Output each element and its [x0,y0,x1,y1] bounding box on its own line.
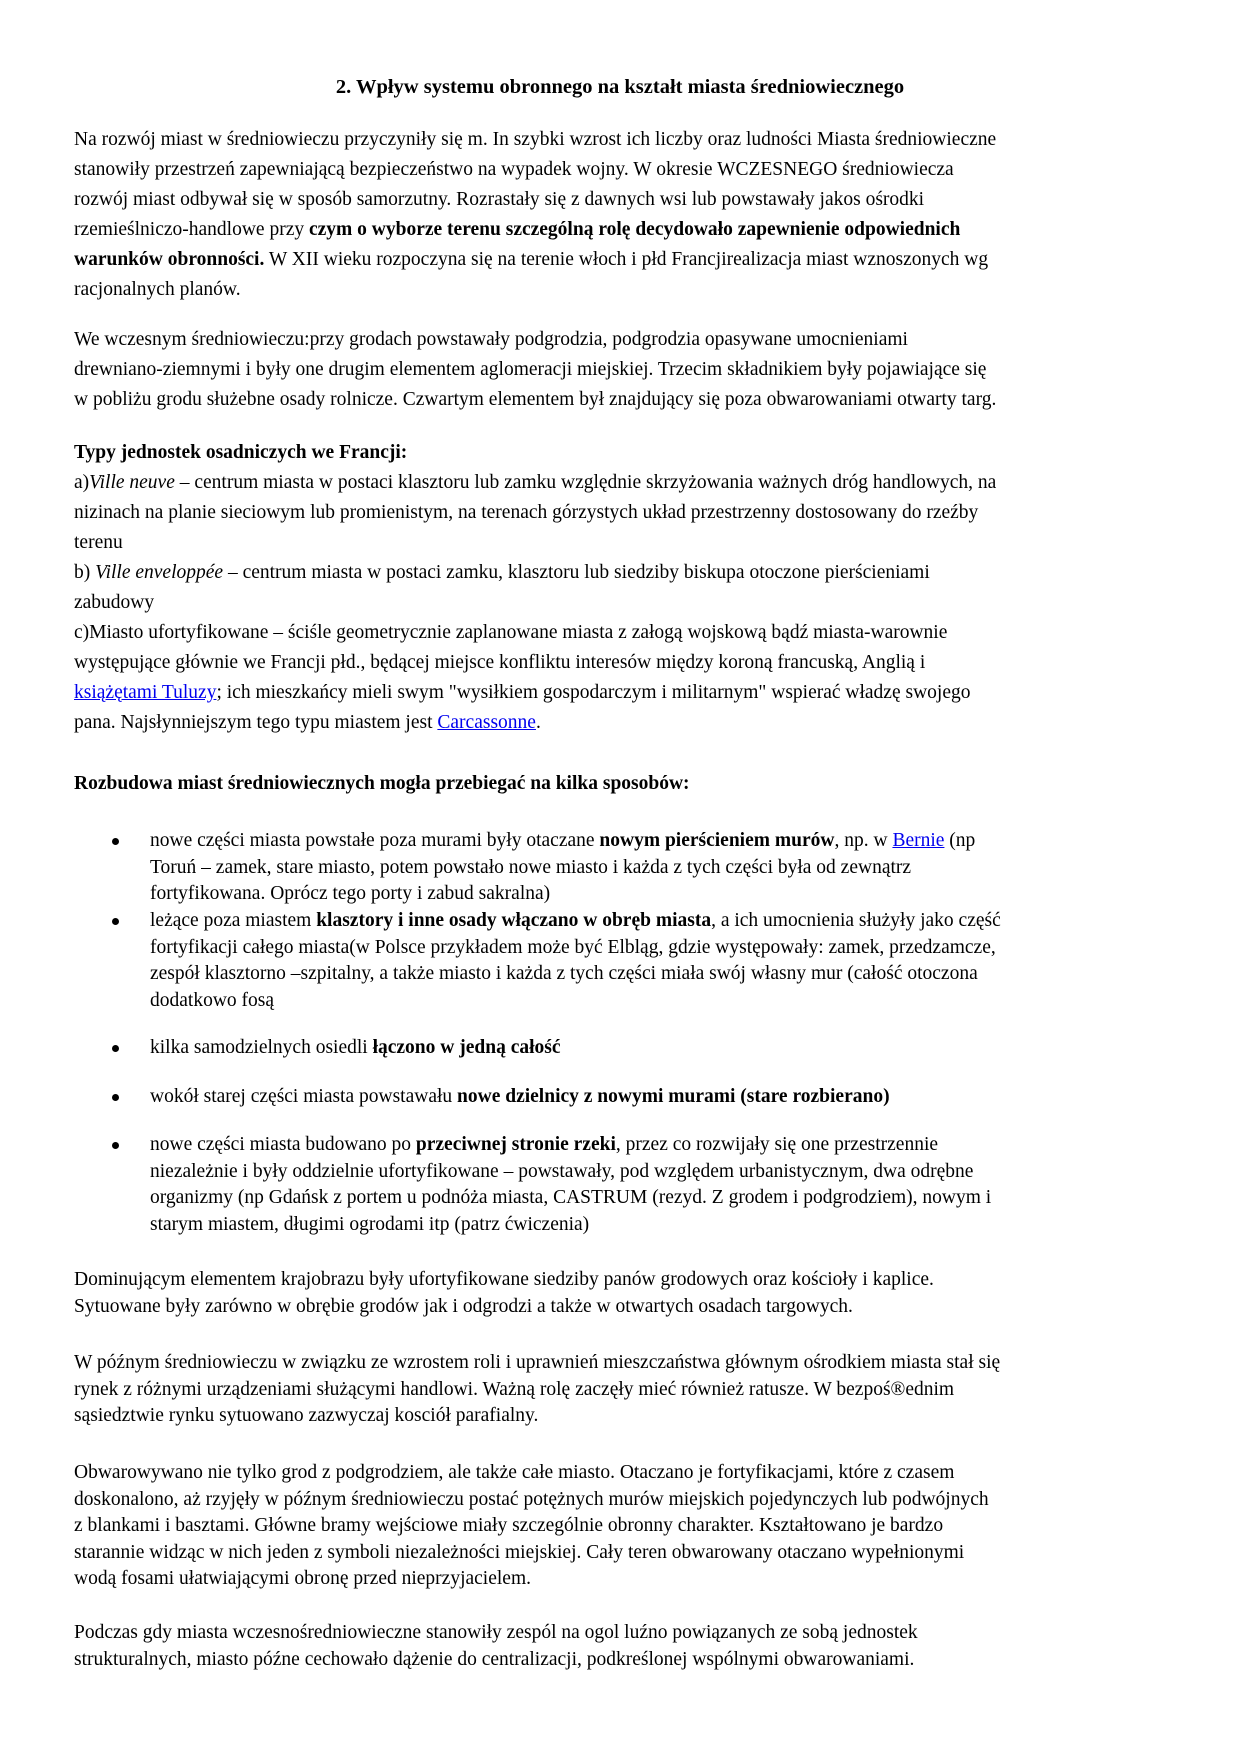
paragraph-centralization [74,1620,1174,1673]
text-line: fortyfikacji całego miasta(w Polsce przykładem może być Elbląg, gdzie występowały: zamek, przedzamcze, [150,936,996,958]
text-span: , np. w [834,830,893,851]
text-line: strukturalnych, miasto późne cechowało dążenie do centralizacji, podkreślonej wspólnymi obwarowaniami. [74,1648,915,1670]
section-expansion-heading [74,769,1174,799]
text-span: b) [74,562,96,583]
text-line [74,245,1174,275]
text-line [150,908,1160,935]
text-line: sąsiedztwie rynku sytuowano zazwyczaj kosciół parafialny. [74,1405,539,1426]
bold-text: przeciwnej stronie rzeki [415,1134,616,1155]
bold-text: nowym pierścieniem murów [599,830,835,851]
text-line [150,828,1160,855]
text-line: rozwój miast odbywał się w sposób samorzutny. Rozrastały się z dawnych wsi lub powstawały jakos ośrodki [74,189,925,210]
text-line [150,1084,1160,1111]
text-line: terenu [74,532,123,553]
text-line: Obwarowywano nie tylko grod z podgrodziem, ale także całe miasto. Otaczano je fortyfikacjami, które z czasem [74,1462,955,1483]
text-line: zespół klasztorno –szpitalny, a także miasto i każda z tych części miała swój własny mur (całość otoczona [150,963,978,984]
text-span: – centrum miasta w postaci klasztoru lub zamku względnie skrzyżowania ważnych dróg handlowych, na [174,472,997,493]
text-span: W XII wieku rozpoczyna się na terenie włoch i płd Francjirealizacja miast wznoszonych wg [264,249,989,270]
text-line [74,215,1174,245]
text-span: – centrum miasta w postaci zamku, klasztoru lub siedziby biskupa otoczone pierścieniami [223,562,930,583]
text-line: występujące głównie we Francji płd., będącej miejsce konfliktu interesów między koroną francuską, Anglią i [74,652,926,673]
text-line [74,468,1174,498]
bullet-dot [112,1142,119,1149]
text-line: niezależnie i były oddzielnie ufortyfikowane – powstawały, pod względem urbanistycznym, dwa odrębne [150,1160,974,1182]
text-line: stanowiły przestrzeń zapewniającą bezpieczeństwo na wypadek wojny. W okresie WCZESNEGO średniowiecza [74,159,954,180]
text-line: Dominującym elementem krajobrazu były ufortyfikowane siedziby panów grodowych oraz kościoły i kaplice. [74,1269,934,1290]
text-line: starannie widząc w nich jeden z symboli niezależności miejskiej. Cały teren obwarowany otaczano wypełnionymi [74,1541,965,1563]
text-line: rynek z różnymi urządzeniami służącymi handlowi. Ważną rolę zaczęły mieć również ratusze. W bezpoś®ednim [74,1378,955,1400]
text-line: We wczesnym średniowieczu:przy grodach powstawały podgrodzia, podgrodzia opasywane umocnieniami [74,329,908,350]
paragraph-fortifications [74,1460,1174,1593]
bullet-dot [112,918,119,925]
text-span: a) [74,472,90,493]
text-span: , przez co rozwijały się one przestrzennie [615,1134,939,1155]
link-carcassonne[interactable]: Carcassonne [437,712,536,733]
bold-text: Rozbudowa miast średniowiecznych mogła przebiegać na kilka sposobów: [74,773,690,794]
paragraph-dominant-element [74,1267,1174,1320]
paragraph-late-middle-ages [74,1350,1174,1430]
text-line: wodą fosami ułatwiającymi obronę przed nieprzyjacielem. [74,1568,531,1589]
text-line [74,558,1174,588]
text-line: w pobliżu grodu służebne osady rolnicze. Czwartym elementem był znajdujący się poza obwarowaniami otwarty targ. [74,389,997,410]
bold-text: klasztory i inne osady włączano w obręb miasta [316,910,712,931]
text-line: zabudowy [74,592,155,613]
bold-text: łączono w jedną całość [372,1037,561,1058]
text-line: dodatkowo fosą [150,989,275,1011]
section-heading [74,438,1174,468]
italic-term: Ville enveloppée [95,562,224,583]
bold-text: czym o wyborze terenu szczególną rolę decydowało zapewnienie odpowiednich [308,219,961,240]
text-line: doskonalono, aż rzyjęły w późnym średniowieczu postać potężnych murów miejskich pojedynczych lub podwójnych [74,1488,989,1510]
text-line [74,678,1174,708]
list-item-text [150,1132,1160,1238]
link-toulouse-princes[interactable]: książętami Tuluzy [74,682,217,703]
paragraph-early-middle-ages [74,325,1174,415]
bullet-dot [112,1045,119,1052]
text-line: fortyfikowana. Oprócz tego porty i zabud sakralna) [150,883,551,904]
text-line: nizinach na planie sieciowym lub promienistym, na terenach górzystych układ przestrzenny dostosowany do rzeźby [74,502,979,523]
list-item-text [150,828,1160,908]
text-span: , a ich umocnienia służyły jako część [711,910,1001,931]
text-line [74,708,1174,738]
text-line: W późnym średniowieczu w związku ze wzrostem roli i uprawnień mieszczaństwa głównym ośrodkiem miasta stał się [74,1352,1001,1373]
text-span: nowe części miasta powstałe poza murami były otaczane [150,830,600,851]
text-span: rzemieślniczo-handlowe przy [74,219,309,240]
text-line: Podczas gdy miasta wczesnośredniowieczne stanowiły zespól na ogol luźno powiązanych ze sobą jednostek [74,1622,918,1643]
text-line: starym miastem, długimi ogrodami itp (patrz ćwiczenia) [150,1213,590,1235]
bold-text: nowe dzielnicy z nowymi murami (stare rozbierano) [457,1086,890,1107]
bold-text: Typy jednostek osadniczych we Francji: [74,442,408,463]
text-line: racjonalnych planów. [74,279,241,300]
page-title: 2. Wpływ systemu obronnego na kształt miasta średniowiecznego [335,76,905,98]
text-span: (np [944,830,976,851]
text-line: Toruń – zamek, stare miasto, potem powstało nowe miasto i każda z tych części była od zewnątrz [150,856,912,878]
paragraph-intro [74,125,1174,305]
list-item-text [150,908,1160,1014]
bullet-dot [112,1094,119,1101]
text-line: organizmy (np Gdańsk z portem u podnóża miasta, CASTRUM (rezyd. Z grodem i podgrodziem), nowym i [150,1187,992,1208]
text-span: ; ich mieszkańcy mieli swym "wysiłkiem gospodarczym i militarnym" wspierać władzę swojego [216,682,971,703]
text-line: Sytuowane były zarówno w obrębie grodów jak i odgrodzi a także w otwartych osadach targowych. [74,1295,853,1317]
italic-term: Ville neuve [89,472,175,493]
text-line [150,1132,1160,1159]
list-item-text [150,1035,1160,1062]
text-line: c)Miasto ufortyfikowane – ściśle geometrycznie zaplanowane miasta z załogą wojskową bądź miasta-warownie [74,622,948,643]
text-span: kilka samodzielnych osiedli [150,1037,373,1058]
text-line: z blankami i basztami. Główne bramy wejściowe miały szczególnie obronny charakter. Kształtowano je bardzo [74,1515,944,1536]
text-span: pana. Najsłynniejszym tego typu miastem jest [74,712,438,733]
section-heading [74,769,1174,799]
section-settlement-types [74,438,1174,738]
text-line: Na rozwój miast w średniowieczu przyczyniły się m. In szybki wzrost ich liczby oraz ludności Miasta średniowieczne [74,129,997,150]
bullet-dot [112,838,119,845]
text-span: nowe części miasta budowano po [150,1134,416,1155]
text-line: drewniano-ziemnymi i były one drugim elementem aglomeracji miejskiej. Trzecim składnikiem były pojawiające się [74,359,987,380]
list-item-text [150,1084,1160,1111]
bold-text: warunków obronności. [74,249,265,270]
text-span: . [535,712,541,733]
text-span: leżące poza miastem [150,910,317,931]
text-span: wokół starej części miasta powstawału [150,1086,458,1107]
link-bern[interactable]: Bernie [892,830,945,851]
text-line [150,1035,1160,1062]
